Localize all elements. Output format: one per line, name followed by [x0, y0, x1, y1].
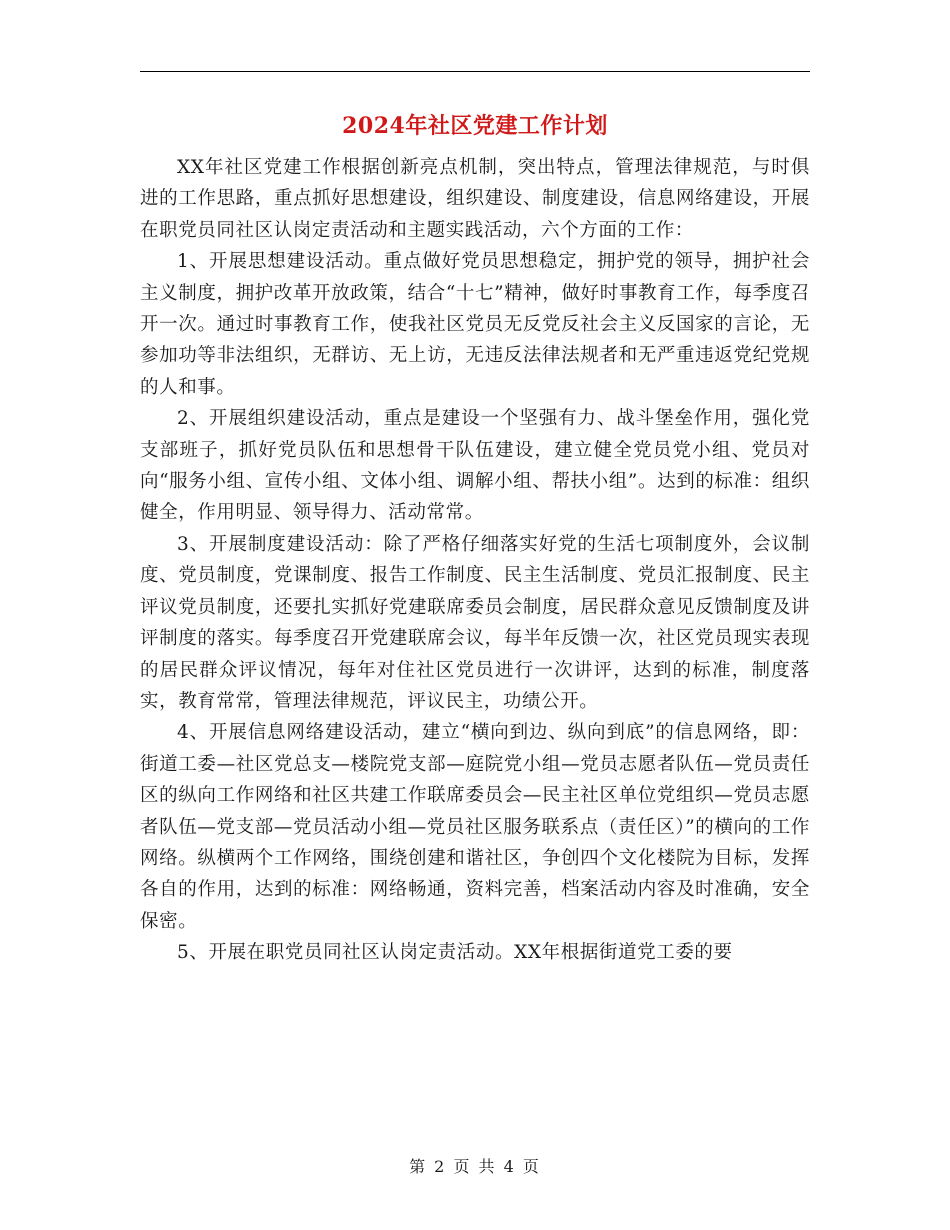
document-title: 2024年社区党建工作计划 — [342, 113, 608, 139]
document-body — [140, 152, 810, 969]
page-number-footer: 第 2 页 共 4 页 — [409, 1157, 541, 1176]
paragraph-intro: XX年社区党建工作根据创新亮点机制，突出特点，管理法律规范，与时俱进的工作思路，重点抓好思想建设，组织建设、制度建设，信息网络建设，开展在职党员同社区认岗定责活动和主题实践活动，六个方面的工作： — [140, 157, 810, 241]
paragraph-item-1: 1、开展思想建设活动。重点做好党员思想稳定，拥护党的领导，拥护社会主义制度，拥护改革开放政策，结合“十七”精神，做好时事教育工作，每季度召开一次。通过时事教育工作，使我社区党员无反党反社会主义反国家的言论，无参加功等非法组织，无群访、无上访，无违反法律法规者和无严重违返党纪党规的人和事。 — [140, 251, 810, 398]
paragraph-item-2: 2、开展组织建设活动，重点是建设一个坚强有力、战斗堡垒作用，强化党支部班子，抓好党员队伍和思想骨干队伍建设，建立健全党员党小组、党员对向“服务小组、宣传小组、文体小组、调解小组、帮扶小组”。达到的标准：组织健全，作用明显、领导得力、活动常常。 — [140, 408, 810, 524]
paragraph-item-4: 4、开展信息网络建设活动，建立“横向到边、纵向到底”的信息网络，即：街道工委—社区党总支—楼院党支部—庭院党小组—党员志愿者队伍—党员责任区的纵向工作网络和社区共建工作联席委员会—民主社区单位党组织—党员志愿者队伍—党支部—党员活动小组—党员社区服务联系点（责任区）”的横向的工作网络。纵横两个工作网络，围绕创建和谐社区，争创四个文化楼院为目标，发挥各自的作用，达到的标准：网络畅通，资料完善，档案活动内容及时准确，安全保密。 — [140, 722, 810, 932]
paragraph-item-5: 5、开展在职党员同社区认岗定责活动。XX年根据街道党工委的要 — [177, 942, 733, 964]
header-rule — [140, 71, 810, 72]
paragraph-item-3: 3、开展制度建设活动：除了严格仔细落实好党的生活七项制度外，会议制度、党员制度，党课制度、报告工作制度、民主生活制度、党员汇报制度、民主评议党员制度，还要扎实抓好党建联席委员会制度，居民群众意见反馈制度及讲评制度的落实。每季度召开党建联席会议，每半年反馈一次，社区党员现实表现的居民群众评议情况，每年对住社区党员进行一次讲评，达到的标准，制度落实，教育常常，管理法律规范，评议民主，功绩公开。 — [140, 533, 810, 712]
